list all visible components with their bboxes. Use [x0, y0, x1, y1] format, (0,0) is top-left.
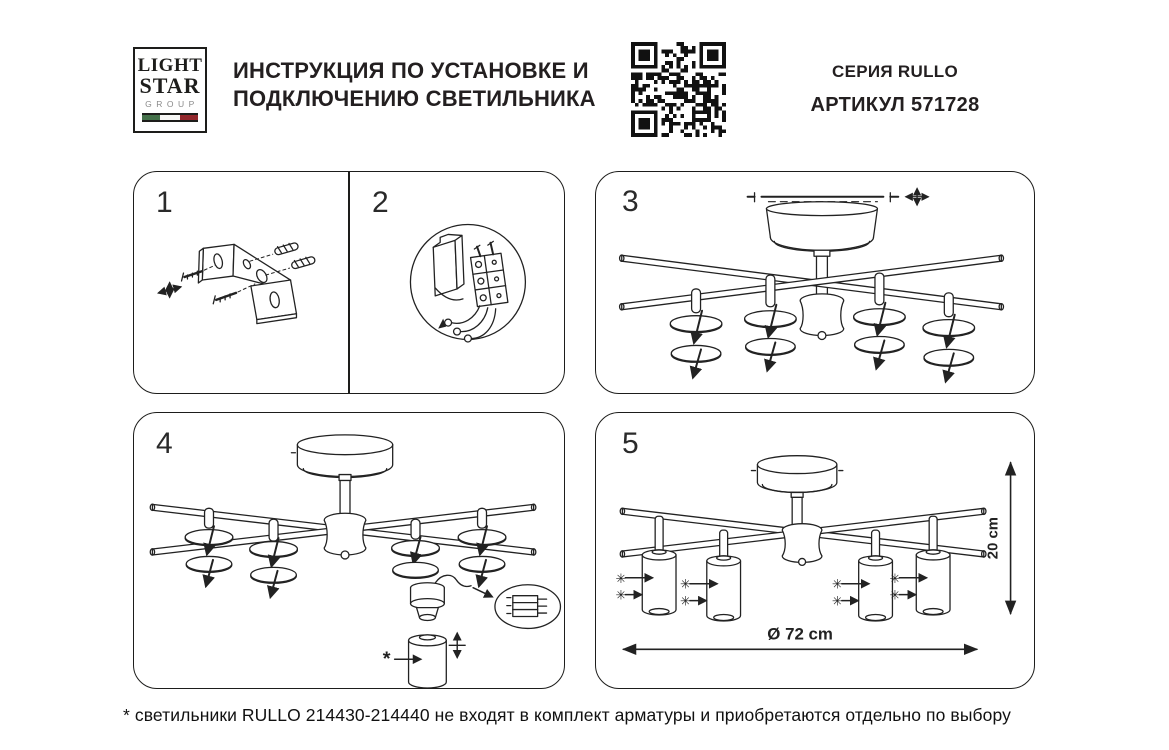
title-line-2: ПОДКЛЮЧЕНИЮ СВЕТИЛЬНИКА: [233, 86, 596, 111]
asterisk-mark: ✳: [831, 576, 843, 592]
italian-flag-bar: [142, 113, 198, 122]
terminal-block: [469, 241, 508, 307]
central-hub: [800, 294, 844, 340]
flag-green: [142, 115, 160, 120]
step-2-number: 2: [372, 186, 389, 219]
asterisk-mark: ✳: [889, 587, 901, 603]
asterisk-mark: ✳: [889, 570, 901, 586]
ceiling-canopy: [751, 456, 842, 493]
asterisk-mark: ✳: [615, 570, 627, 586]
asterisk-mark: ✳: [679, 576, 691, 592]
lamp-with-shade: [642, 516, 676, 615]
move-arrows-icon: [449, 633, 465, 657]
lamp-holder: [250, 519, 298, 596]
asterisk-mark: ✳: [679, 593, 691, 609]
mounting-bracket-drawing: [159, 242, 316, 323]
detail-circle: [410, 225, 525, 340]
footnote: * светильники RULLO 214430-214440 не входят в комплект арматуры и приобретаются отдельно по выбору: [123, 705, 1011, 725]
step-1-2-diagram: [134, 172, 564, 393]
flag-red: [180, 115, 198, 120]
step-3-number: 3: [622, 185, 639, 218]
step-5-diagram: [596, 413, 1034, 688]
article-label: АРТИКУЛ 571728: [810, 94, 980, 116]
series-label: СЕРИЯ RULLO: [832, 62, 958, 81]
lamp-shade: [409, 635, 447, 688]
logo-word-light: LIGHT: [137, 55, 203, 76]
product-info: [782, 62, 1008, 117]
terminal-detail-bubble: [495, 585, 561, 629]
panel-step-3: [595, 171, 1035, 394]
lamp-holder: [923, 293, 975, 381]
step-1-number: 1: [156, 186, 173, 219]
asterisk-mark: ✳: [831, 593, 843, 609]
height-dimension-label: 20 cm: [985, 516, 1002, 560]
lamp-socket: [411, 583, 445, 621]
lightstar-logo: [133, 47, 207, 133]
page-title: [233, 57, 596, 113]
move-arrows-icon: [159, 283, 181, 297]
step-4-number: 4: [156, 427, 173, 460]
screw-icon: [213, 284, 255, 304]
lamp-holder: [392, 519, 440, 578]
qr-code-icon: [631, 42, 726, 137]
title-line-1: ИНСТРУКЦИЯ ПО УСТАНОВКЕ И: [233, 58, 589, 83]
mounting-bar: [748, 193, 899, 202]
logo-word-group: GROUP: [145, 99, 199, 109]
central-hub: [782, 524, 822, 566]
ceiling-canopy: [291, 435, 392, 478]
flag-white: [160, 115, 180, 120]
step-4-diagram: [134, 413, 564, 688]
lamp-with-shade: [916, 516, 950, 615]
move-arrows-icon: [906, 189, 928, 205]
width-dimension-label: Ø 72 cm: [767, 624, 833, 644]
panel-steps-1-2: [133, 171, 565, 394]
wiring-detail-drawing: [410, 225, 525, 342]
asterisk-mark: ✳: [615, 587, 627, 603]
stem: [814, 250, 830, 298]
central-hub: [324, 513, 366, 559]
panel-step-5: [595, 412, 1035, 689]
step-3-diagram: [596, 172, 1034, 393]
junction-box: [433, 234, 464, 300]
step-5-number: 5: [622, 427, 639, 460]
panel-step-4: [133, 412, 565, 689]
asterisk-mark: *: [382, 648, 391, 671]
ceiling-canopy: [766, 202, 877, 252]
logo-word-star: STAR: [139, 73, 201, 98]
